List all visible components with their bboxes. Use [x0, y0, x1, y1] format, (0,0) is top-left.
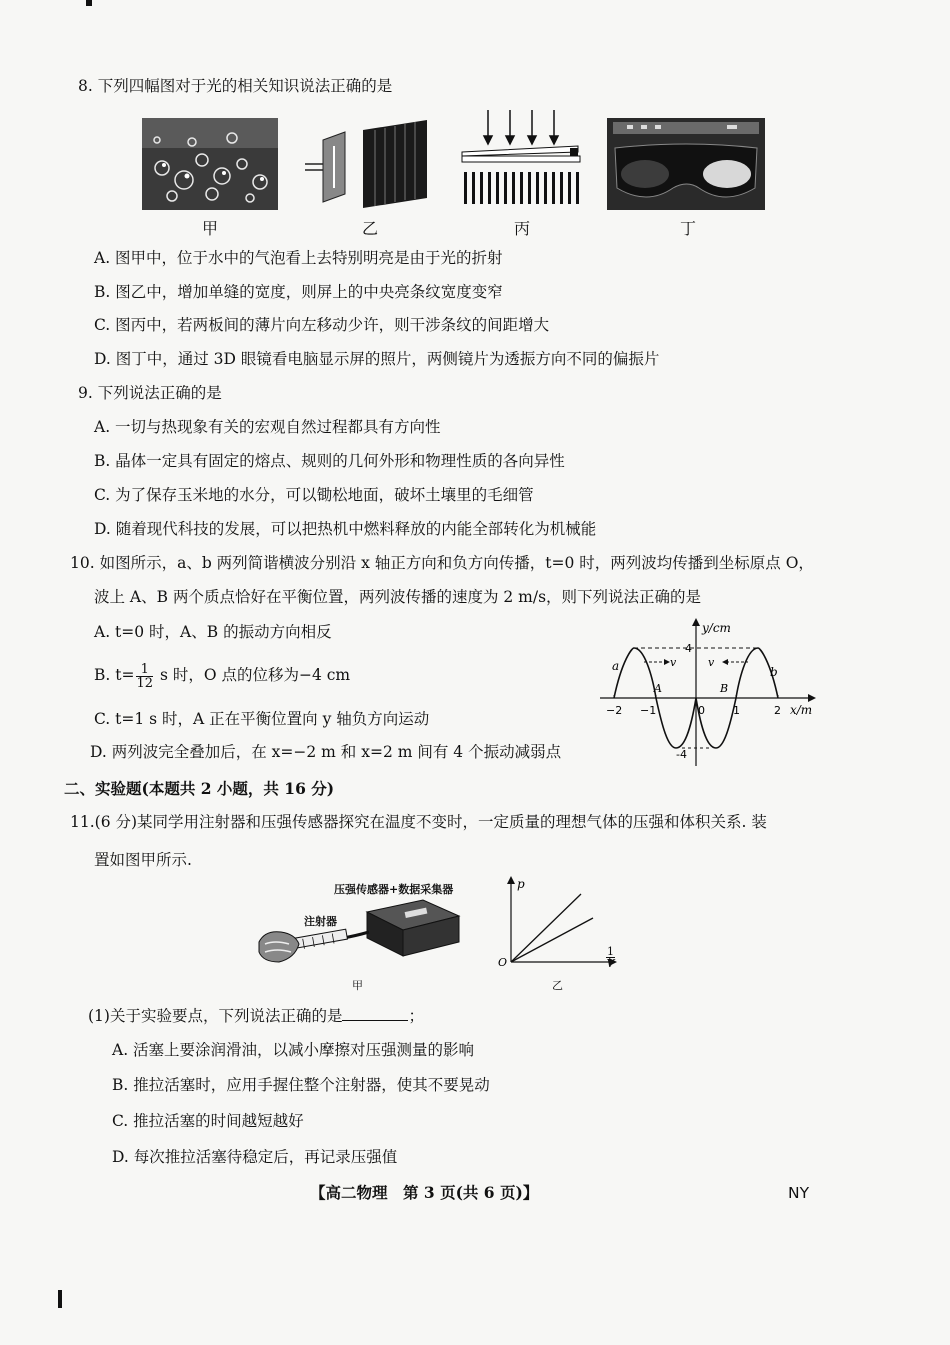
x-tick-label-1: 1: [733, 704, 740, 717]
fig-jia-apparatus: [255, 894, 465, 974]
fig-yi-x-label: [606, 946, 615, 969]
q10-option-b-den: 12: [136, 675, 154, 691]
q10-option-c: C. t=1 s 时，A 正在平衡位置向 y 轴负方向运动: [94, 710, 430, 728]
graph-x-arrow: [808, 694, 816, 702]
q10-wave-graph: [596, 618, 818, 768]
q9-option-d: D. 随着现代科技的发展，可以把热机中燃料释放的内能全部转化为机械能: [94, 520, 597, 538]
velocity-arrow-b-head: [722, 659, 728, 665]
q10-option-b-fraction: [136, 663, 153, 690]
graph-x-label: x/m: [790, 703, 813, 717]
scan-mark-bottom: [58, 1290, 62, 1308]
graph-y-label: y/cm: [702, 621, 731, 635]
amp-neg-label: -4: [676, 748, 687, 761]
section2-heading: 二、实验题(本题共 2 小题，共 16 分): [64, 779, 335, 798]
footer-code: NY: [788, 1184, 810, 1202]
q9-option-c: C. 为了保存玉米地的水分，可以锄松地面，破坏土壤里的毛细管: [94, 486, 534, 504]
x-tick-label--1: −1: [640, 704, 657, 717]
fig-yi-y-arrow: [507, 876, 515, 884]
fig-yi-origin: O: [498, 956, 508, 969]
wave-b-label: b: [770, 665, 778, 679]
q11-option-c: C. 推拉活塞的时间越短越好: [112, 1112, 304, 1130]
q10-option-b-prefix: B. t=: [94, 666, 135, 684]
q8-caption-ding: 丁: [680, 219, 697, 238]
velocity-label-a: v: [670, 656, 677, 669]
q11-option-a: A. 活塞上要涂润滑油，以减小摩擦对压强测量的影响: [112, 1041, 475, 1059]
q10-option-b: [94, 660, 350, 690]
q11-option-d: D. 每次推拉活塞待稳定后，再记录压强值: [112, 1148, 398, 1166]
q10-option-a: A. t=0 时，A、B 的振动方向相反: [94, 623, 332, 641]
fig-yi-line-shallow: [511, 918, 593, 962]
x-tick-label--2: −2: [606, 704, 623, 717]
q10-stem-line2: 波上 A、B 两个质点恰好在平衡位置，两列波传播的速度为 2 m/s，则下列说法正确的是: [94, 588, 702, 606]
wave-a-label: a: [612, 659, 620, 673]
point-a-label: A: [654, 682, 662, 695]
q8-figure-bing: [460, 108, 584, 208]
q11-sub1-text: (1)关于实验要点，下列说法正确的是: [88, 1007, 343, 1025]
q10-option-b-suffix: s 时，O 点的位移为−4 cm: [155, 666, 351, 684]
q10-option-b-num: 1: [136, 663, 153, 677]
fig-yi-y-label: p: [517, 877, 525, 891]
q8-caption-jia: 甲: [202, 219, 219, 238]
q11-option-b: B. 推拉活塞时，应用手握住整个注射器，使其不要晃动: [112, 1076, 490, 1094]
q8-option-b: B. 图乙中，增加单缝的宽度，则屏上的中央亮条纹宽度变窄: [94, 283, 503, 301]
q8-caption-bing: 丙: [514, 219, 531, 238]
q11-sub1: [88, 1006, 424, 1026]
q8-figure-yi: [305, 120, 435, 210]
q10-option-d: D. 两列波完全叠加后，在 x=−2 m 和 x=2 m 间有 4 个振动减弱点: [90, 743, 562, 761]
q8-figure-jia: [142, 118, 278, 210]
velocity-label-b: v: [708, 656, 715, 669]
graph-y-arrow: [692, 618, 700, 626]
fig-jia-syringe-label: 注射器: [304, 915, 337, 928]
q10-stem-line1: 10. 如图所示，a、b 两列简谐横波分别沿 x 轴正方向和负方向传播，t=0 时，两列波均传播到坐标原点 O，: [70, 554, 814, 572]
x-tick-label-2: 2: [774, 704, 781, 717]
q8-stem: 8. 下列四幅图对于光的相关知识说法正确的是: [78, 77, 393, 95]
fig-yi-x-den: V: [606, 957, 615, 970]
q9-option-a: A. 一切与热现象有关的宏观自然过程都具有方向性: [94, 418, 441, 436]
q9-option-b: B. 晶体一定具有固定的熔点、规则的几何外形和物理性质的各向异性: [94, 452, 565, 470]
q8-figure-ding: [607, 118, 765, 210]
q8-option-a: A. 图甲中，位于水中的气泡看上去特别明亮是由于光的折射: [94, 249, 503, 267]
scan-mark-top: [86, 0, 92, 6]
fig-yi-caption: 乙: [552, 979, 563, 992]
fig-yi-x-num: 1: [607, 945, 614, 958]
q11-stem-line2: 置如图甲所示.: [94, 851, 192, 869]
fig-jia-caption: 甲: [352, 979, 363, 992]
point-b-label: B: [720, 682, 729, 695]
amp-pos-label: 4: [685, 642, 692, 655]
q9-stem: 9. 下列说法正确的是: [78, 384, 222, 402]
x-tick-label-0: 0: [698, 704, 705, 717]
q11-sub1-end: ；: [408, 1007, 424, 1025]
q11-stem-line1: 11.(6 分)某同学用注射器和压强传感器探究在温度不变时，一定质量的理想气体的压强和体积关系. 装: [70, 813, 767, 831]
footer-page-label: 【高二物理 第 3 页(共 6 页)】: [310, 1183, 539, 1202]
q8-option-c: C. 图丙中，若两板间的薄片向左移动少许，则干涉条纹的间距增大: [94, 316, 550, 334]
fig-jia-sensor-label: 压强传感器+数据采集器: [334, 883, 454, 896]
q11-sub1-blank: [342, 1006, 408, 1021]
q8-option-d: D. 图丁中，通过 3D 眼镜看电脑显示屏的照片，两侧镜片为透振方向不同的偏振片: [94, 350, 660, 368]
fig-yi-line-steep: [511, 894, 581, 962]
q8-caption-yi: 乙: [362, 219, 379, 238]
